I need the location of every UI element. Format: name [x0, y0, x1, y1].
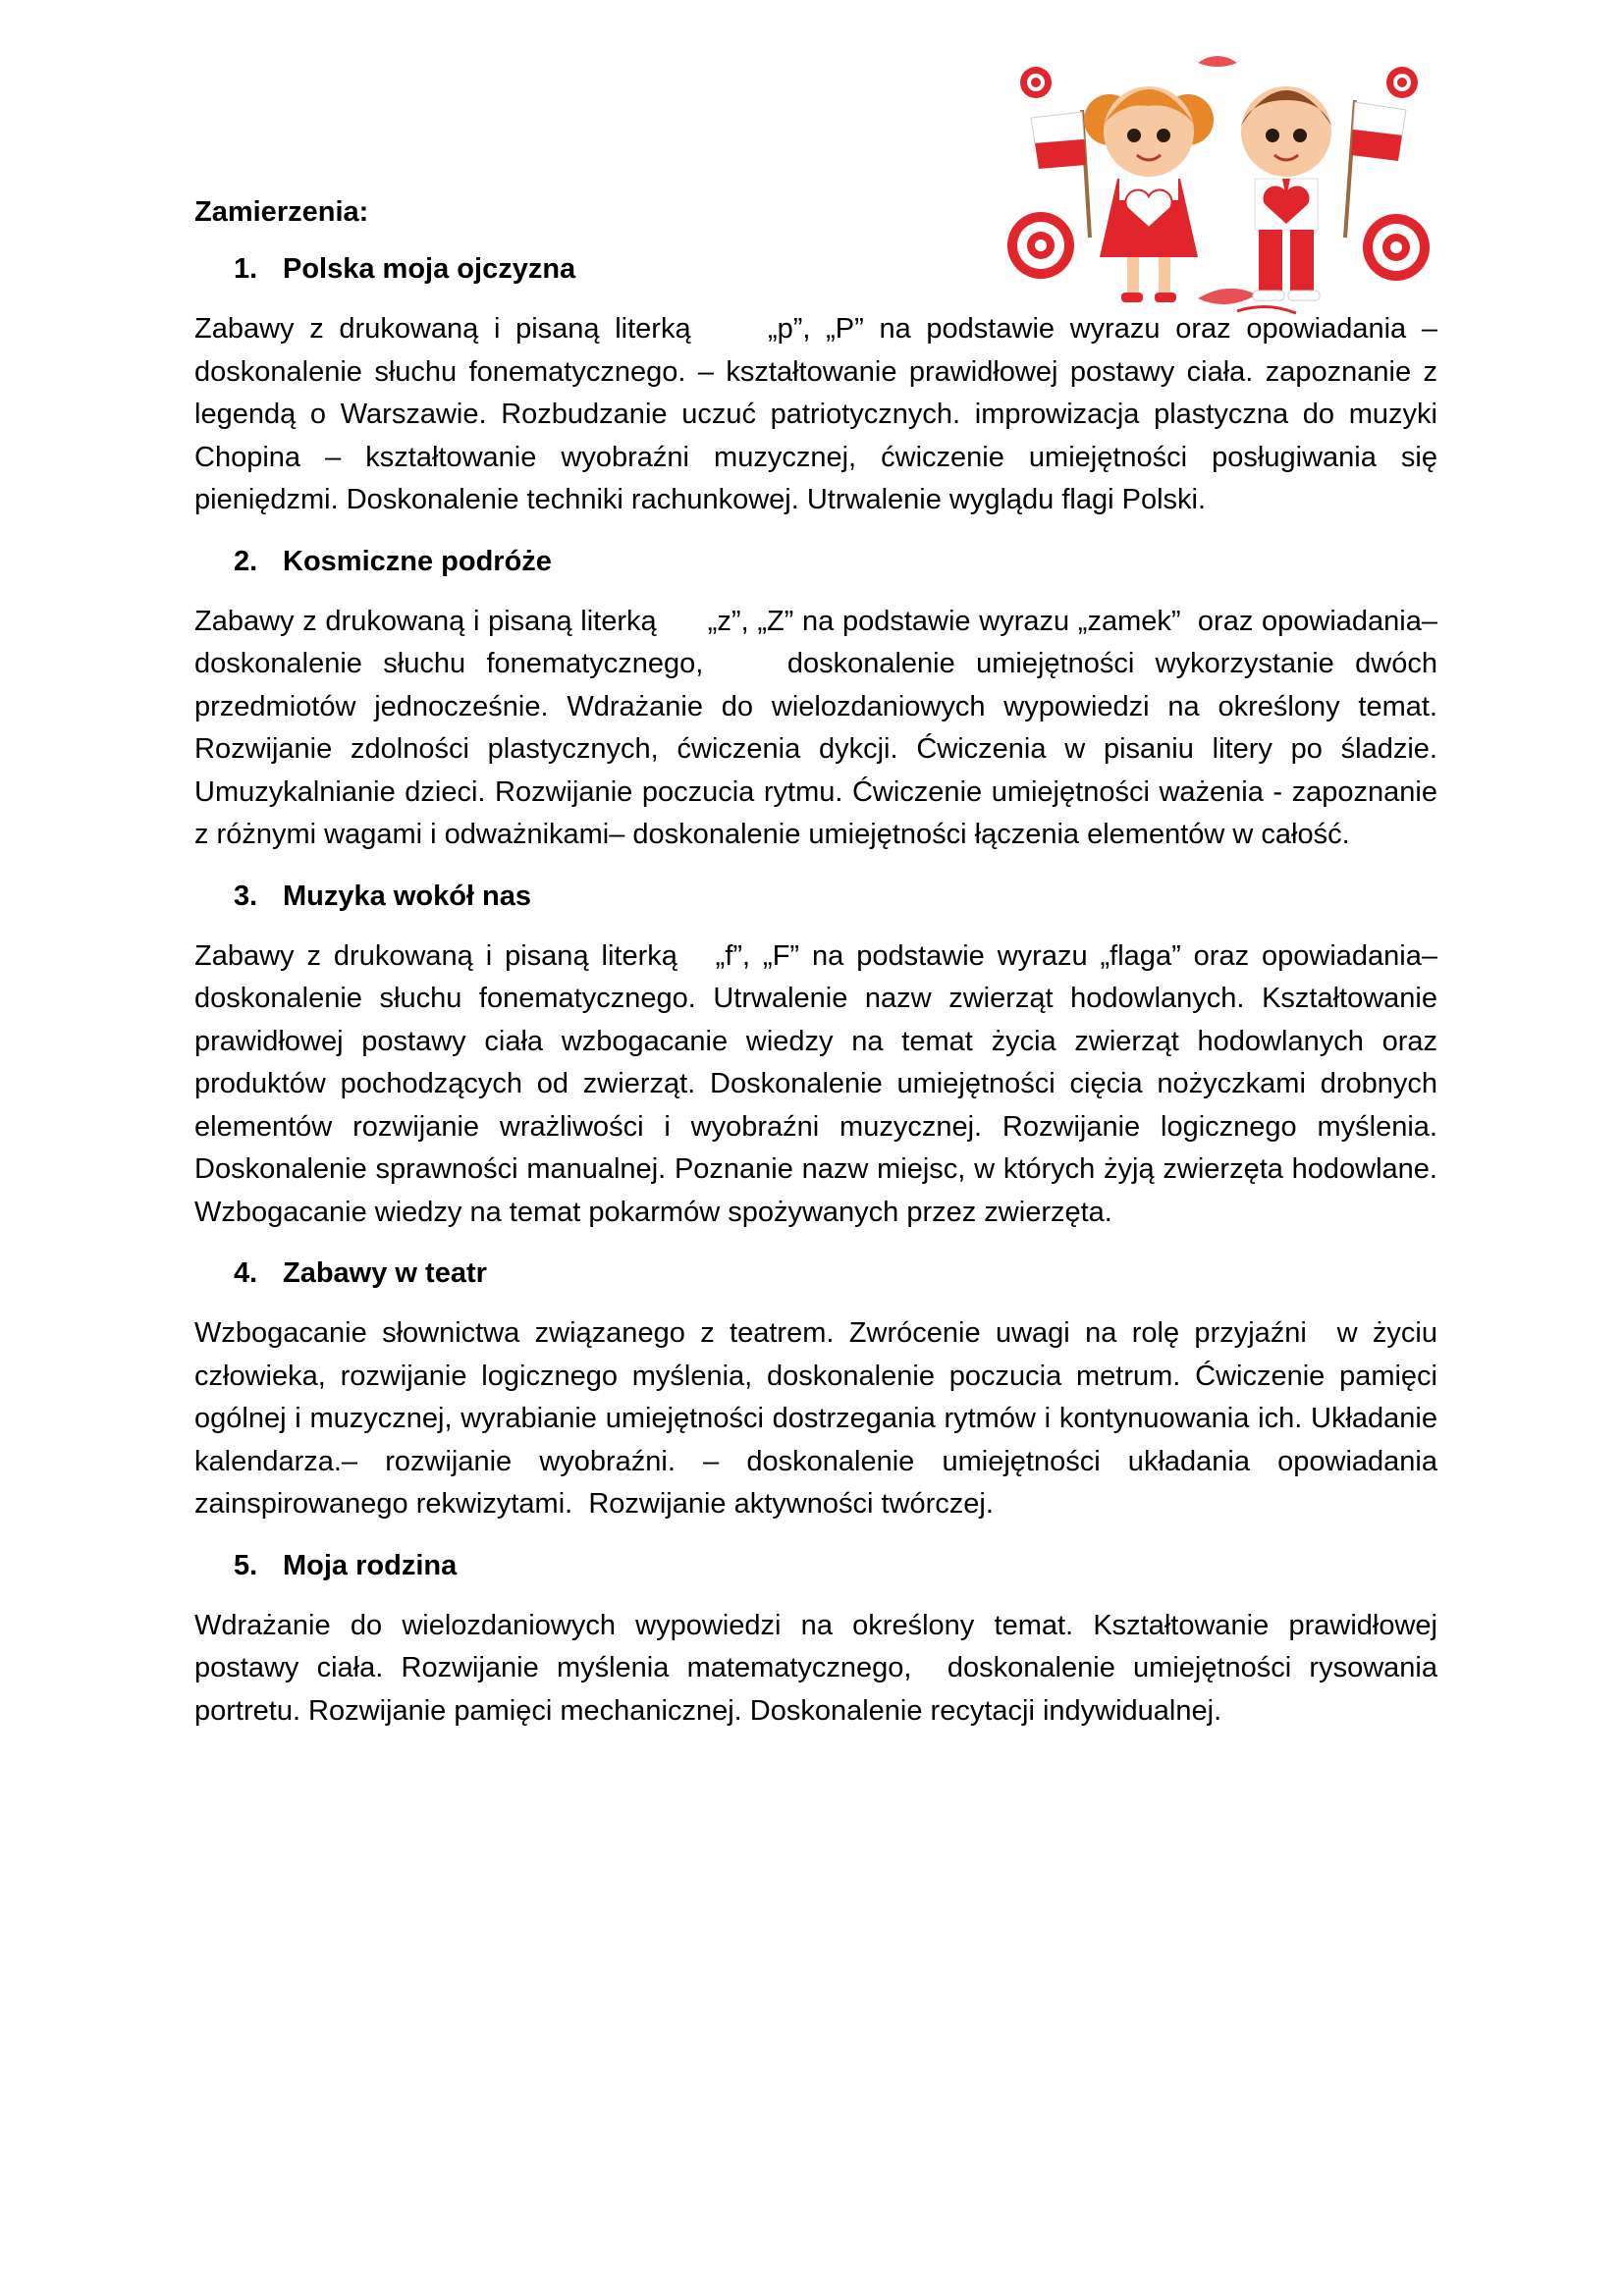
section-body-4: Wzbogacanie słownictwa związanego z teatrem. Zwrócenie uwagi na rolę przyjaźni w życiu człowieka, rozwijanie logicznego myślenia, doskonalenie poczucia metrum. Ćwiczenie pamięci ogólnej i muzycznej, wyrabianie umiejętności dostrzegania rytmów i kontynuowania ich. Układanie kalendarza.– rozwijanie wyobraźni. – doskonalenie umiejętności układania opowiadania zainspirowanego rekwizytami. Rozwijanie aktywności twórczej. — [194, 1317, 1437, 1520]
document-heading: Zamierzenia: — [194, 196, 369, 228]
section-title-text: Muzyka wokół nas — [283, 880, 532, 912]
rosette-top-right — [1386, 67, 1418, 98]
section-number: 1. — [234, 253, 258, 285]
section-title-text: Moja rodzina — [283, 1549, 458, 1581]
rosette-top-left — [1020, 67, 1052, 98]
section-title-3 — [194, 877, 1437, 916]
section-number: 5. — [234, 1549, 258, 1581]
section-title-2 — [194, 542, 1437, 581]
section-title-5 — [194, 1546, 1437, 1585]
document-body — [194, 192, 1437, 1752]
section-title-text: Zabawy w teatr — [283, 1257, 487, 1289]
section-number: 2. — [234, 545, 258, 577]
section-body-1: Zabawy z drukowaną i pisaną literką „p”, „P” na podstawie wyrazu oraz opowiadania – doskonalenie słuchu fonematycznego. – kształtowanie prawidłowej postawy ciała. zapoznanie z legendą o Warszawie. Rozbudzanie uczuć patriotycznych. improwizacja plastyczna do muzyki Chopina – kształtowanie wyobraźni muzycznej, ćwiczenie umiejętności posługiwania się pieniędzmi. Doskonalenie techniki rachunkowej. Utrwalenie wyglądu flagi Polski. — [194, 313, 1437, 515]
section-title-text: Polska moja ojczyzna — [283, 253, 576, 285]
section-title-4 — [194, 1254, 1437, 1293]
section-title-text: Kosmiczne podróże — [283, 545, 552, 577]
section-number: 4. — [234, 1257, 258, 1289]
section-title-1 — [194, 249, 1437, 289]
section-body-2: Zabawy z drukowaną i pisaną literką „z”, „Z” na podstawie wyrazu „zamek” oraz opowiadania– doskonalenie słuchu fonematycznego, doskonalenie umiejętności wykorzystanie dwóch przedmiotów jednocześnie. Wdrażanie do wielozdaniowych wypowiedzi na określony temat. Rozwijanie zdolności plastycznych, ćwiczenia dykcji. Ćwiczenia w pisaniu litery po śladzie. Umuzykalnianie dzieci. Rozwijanie poczucia rytmu. Ćwiczenie umiejętności ważenia - zapoznanie z różnymi wagami i odważnikami– doskonalenie umiejętności łączenia elementów w całość. — [194, 605, 1437, 850]
section-body-5: Wdrażanie do wielozdaniowych wypowiedzi na określony temat. Kształtowanie prawidłowej postawy ciała. Rozwijanie myślenia matematycznego, doskonalenie umiejętności rysowania portretu. Rozwijanie pamięci mechanicznej. Doskonalenie recytacji indywidualnej. — [194, 1609, 1437, 1727]
section-number: 3. — [234, 880, 258, 912]
section-body-3: Zabawy z drukowaną i pisaną literką „f”, „F” na podstawie wyrazu „flaga” oraz opowiadania– doskonalenie słuchu fonematycznego. Utrwalenie nazw zwierząt hodowlanych. Kształtowanie prawidłowej postawy ciała wzbogacanie wiedzy na temat życia zwierząt hodowlanych oraz produktów pochodzących od zwierząt. Doskonalenie umiejętności cięcia nożyczkami drobnych elementów rozwijanie wrażliwości i wyobraźni muzycznej. Rozwijanie logicznego myślenia. Doskonalenie sprawności manualnej. Poznanie nazw miejsc, w których żyją zwierzęta hodowlane. Wzbogacanie wiedzy na temat pokarmów spożywanych przez zwierzęta. — [194, 939, 1437, 1228]
